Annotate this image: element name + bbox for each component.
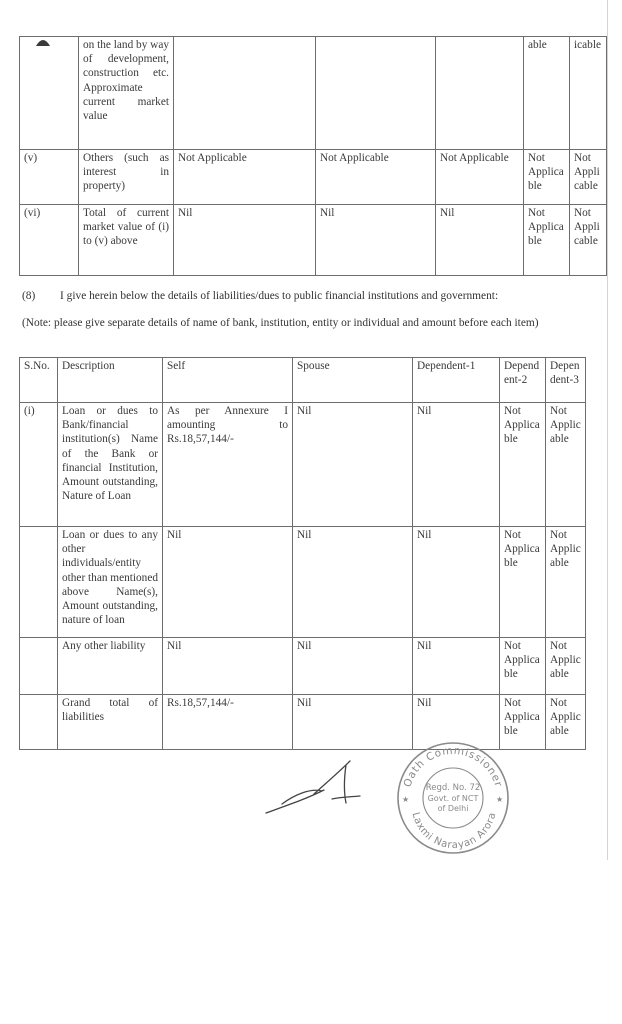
cell-self: Nil: [163, 638, 293, 695]
cell-self: As per Annexure I amounting to Rs.18,57,144/-: [163, 403, 293, 527]
table-row: [20, 527, 586, 638]
seal-star-right: ★: [496, 795, 504, 804]
cell-dependent-1: Not Applicable: [436, 150, 524, 205]
cell-spouse: Nil: [293, 403, 413, 527]
section-number: (8): [22, 290, 36, 302]
notary-seal-stamp: [392, 740, 514, 856]
table-row: [20, 150, 607, 205]
cell-description: Loan or dues to Bank/financial institution(s) Name of the Bank or financial Institution, Amount outstanding, Nature of Loan: [58, 403, 163, 527]
cell-dependent-3: Not Applicable: [546, 403, 586, 527]
cell-spouse: Not Applicable: [316, 150, 436, 205]
cell-dependent-3: Not Applicable: [570, 150, 607, 205]
cell-dependent-3: Not Applicable: [570, 205, 607, 276]
cell-dependent-3: Not Applicable: [546, 527, 586, 638]
section-8-note: (Note: please give separate details of name of bank, institution, entity or individual and amount before each item): [22, 317, 539, 329]
cell-dependent-3: Not Applicable: [546, 638, 586, 695]
cell-dependent-2: Not Applicable: [500, 695, 546, 750]
cell-dependent-3: Not Applicable: [546, 695, 586, 750]
section-8-statement: [22, 290, 578, 304]
header-dependent-3: Dependent-3: [546, 358, 586, 403]
table-row: [20, 403, 586, 527]
cell-spouse: Nil: [293, 695, 413, 750]
cell-description: Others (such as interest in property): [79, 150, 174, 205]
cell-dependent-1: [436, 37, 524, 150]
cell-self: Nil: [163, 527, 293, 638]
cell-dependent-1: Nil: [413, 403, 500, 527]
table-row: [20, 205, 607, 276]
header-spouse: Spouse: [293, 358, 413, 403]
cell-description: Grand total of liabilities: [58, 695, 163, 750]
cell-dependent-2: able: [524, 37, 570, 150]
seal-star-left: ★: [402, 795, 410, 804]
cell-description: Any other liability: [58, 638, 163, 695]
cell-description: Total of current market value of (i) to (v) above: [79, 205, 174, 276]
cell-dependent-1: Nil: [436, 205, 524, 276]
header-sno: S.No.: [20, 358, 58, 403]
header-dependent-1: Dependent-1: [413, 358, 500, 403]
cell-sno: [20, 695, 58, 750]
table-row: [20, 37, 607, 150]
cell-spouse: Nil: [293, 527, 413, 638]
cell-self: Rs.18,57,144/-: [163, 695, 293, 750]
cell-self: [174, 37, 316, 150]
section-text: I give herein below the details of liabilities/dues to public financial institutions and government:: [60, 290, 499, 302]
liabilities-table: [19, 357, 586, 750]
seal-line-3: of Delhi: [437, 804, 469, 813]
cell-dependent-1: Nil: [413, 695, 500, 750]
seal-line-1: Regd. No. 72: [425, 783, 481, 793]
seal-top-text: Oath Commissioner: [401, 744, 505, 789]
seal-bottom-text: Laxmi Narayan Arora: [409, 811, 499, 852]
cell-dependent-1: Nil: [413, 527, 500, 638]
cell-sno: (v): [20, 150, 79, 205]
cell-spouse: [316, 37, 436, 150]
cell-self: Nil: [174, 205, 316, 276]
cell-dependent-2: Not Applicable: [500, 527, 546, 638]
header-description: Description: [58, 358, 163, 403]
table-row: [20, 638, 586, 695]
svg-text:Laxmi Narayan Arora: [410, 811, 499, 851]
cell-dependent-3: icable: [570, 37, 607, 150]
cell-description: on the land by way of development, construction etc. Approximate current market value: [79, 37, 174, 150]
cell-sno: (vi): [20, 205, 79, 276]
cell-sno: [20, 37, 79, 150]
cell-dependent-2: Not Applicable: [500, 638, 546, 695]
cell-dependent-1: Nil: [413, 638, 500, 695]
handwritten-signature: [262, 755, 372, 821]
header-dependent-2: Dependent-2: [500, 358, 546, 403]
cell-self: Not Applicable: [174, 150, 316, 205]
cell-sno: (i): [20, 403, 58, 527]
cell-sno: [20, 527, 58, 638]
seal-line-2: Govt. of NCT: [427, 794, 479, 803]
assets-table-continued: [19, 36, 607, 276]
cell-dependent-2: Not Applicable: [524, 150, 570, 205]
page-edge-line: [607, 0, 608, 860]
cell-spouse: Nil: [316, 205, 436, 276]
header-self: Self: [163, 358, 293, 403]
cell-description: Loan or dues to any other individuals/entity other than mentioned above Name(s), Amount outstanding, nature of loan: [58, 527, 163, 638]
cell-spouse: Nil: [293, 638, 413, 695]
cell-dependent-2: Not Applicable: [524, 205, 570, 276]
cell-sno: [20, 638, 58, 695]
cell-dependent-2: Not Applicable: [500, 403, 546, 527]
table-header-row: [20, 358, 586, 403]
